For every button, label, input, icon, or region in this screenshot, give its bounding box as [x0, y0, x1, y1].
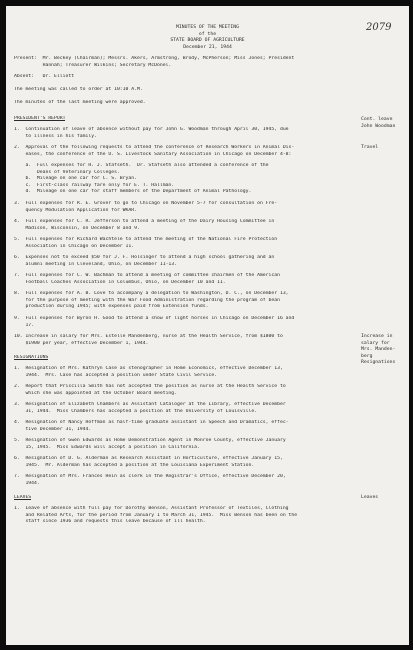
report-item-line: quency Modulation Application for WKAR. [14, 207, 137, 213]
resignations-heading: RESIGNATIONS [14, 355, 49, 360]
resignation-item-line: 1945. Mr. Alderman has accepted a position at the Louisiana Experiment Station. [14, 462, 255, 468]
resignation-item-line: tive December 31, 1944. [14, 426, 92, 432]
margin-note-increase: salary for [361, 340, 390, 346]
report-subitem-line: a. Full expenses for H. J. Stafseth. Dr. Stafseth also attended a conference of the [14, 163, 269, 168]
resignation-item-line: 31, 1944. Miss Chambers has accepted a position at the University of Louisville. [14, 408, 258, 414]
report-item-line: 17. [14, 322, 35, 328]
presidents-report-heading: PRESIDENT'S REPORT [14, 116, 66, 121]
margin-note-increase: berg [361, 353, 373, 359]
resignation-item-line: 1944. Mrs. Case has accepted a position under State Civil Service. [14, 372, 218, 378]
report-item-line: Madison, Wisconsin, on December 8 and 9. [14, 225, 140, 231]
resignation-item-line: 6. Resignation of D. G. Alderman as Research Assistant in Horticulture, effective January 15, [14, 456, 283, 461]
report-subitem-line: b. Mileage on one car for C. S. Bryan. [14, 176, 137, 182]
report-item-line: 2. Approval of the following requests to attend the conference of Research Workers in Animal Dis- [14, 145, 295, 150]
resignation-item-line: 1944. [14, 480, 40, 486]
report-subitem-line: Deans of Veterinary Colleges. [14, 169, 120, 175]
page-number: 2079 [366, 22, 392, 33]
report-item-line: 8. Full expenses for A. B. Love to accompany a delegation to Washington, D. C., on December 13, [14, 291, 289, 296]
margin-note-resignations: Resignations [361, 360, 396, 366]
leave-item-line: and Related Arts, for the period from January 1 to March 31, 1945. Miss Benson has been on the [14, 512, 298, 518]
leave-item-line: staff since 1936 and requests this leave because of ill health. [14, 519, 206, 525]
leaves-heading: LEAVES [14, 495, 32, 500]
report-item-line: 10. Increase in salary for Mrs. Estelle Mandenberg, nurse at the Health Service, from $1800 to [14, 334, 283, 339]
report-item-line: Football Coaches Association in Columbus, Ohio, on December 10 and 11. [14, 279, 226, 285]
report-item-line: for the purpose of meeting with the War Food Administration regarding the program of bean [14, 297, 280, 303]
resignation-item-line: 7. Resignation of Mrs. Frances Hein as clerk in the Registrar's Office, effective December 20, [14, 474, 286, 479]
present-line: Hannah; Treasurer Wilkins; Secretary McDonel. [14, 62, 172, 68]
report-subitem-line: c. First-class railway fare only for E. T. Hallman. [14, 182, 175, 188]
header-of-the: of the [198, 31, 217, 37]
header-board: STATE BOARD OF AGRICULTURE [170, 38, 245, 44]
leave-item-line: 1. Leave of absence with full pay for Dorothy Benson, Assistant Professor of Textiles, Clothing [14, 506, 289, 511]
margin-note-cont-leave: Cont. leave [361, 117, 393, 122]
report-item-line: 4. Full expenses for C. R. Jefferson to attend a meeting of the Dairy Housing Committee in [14, 219, 275, 224]
resignation-item-line: 15, 1945. Miss Edwards will accept a position in California. [14, 444, 200, 450]
report-item-line: production during 1945; with expenses paid from Extension funds. [14, 304, 209, 310]
margin-note-increase: Increase in [361, 334, 393, 339]
resignation-item-line: 3. Resignation of Elizabeth Chambers as Assistant Cataloger at the Library, effective December [14, 402, 286, 407]
report-item-line: 7. Full expenses for C. W. Bachman to attend a meeting of committee chairmen of the American [14, 273, 280, 278]
called-to-order-line: The meeting was called to order at 10:10 A.M. [14, 87, 143, 92]
margin-note-leaves: Leaves [361, 495, 379, 500]
minutes-approved-line: The minutes of the last meeting were approved. [14, 100, 146, 105]
margin-note-john-woodman: John Woodman [361, 123, 396, 129]
report-item-line: 3. Full expenses for R. E. Grover to go to Chicago on November 5-7 for consultation on Fre- [14, 201, 278, 206]
resignation-item-line: 5. Resignation of Gwen Edwards as Home Demonstration Agent in Monroe County, effective January [14, 438, 286, 443]
report-item-line: to illness in his family. [14, 133, 97, 139]
report-item-line: 5. Full expenses for Richard Wachtele to attend the meeting of the National Fire Protection [14, 237, 278, 242]
resignation-item-line: 2. Report that Priscilla Smith has not accepted the position as nurse at the Health Service to [14, 384, 286, 389]
margin-note-travel: Travel [361, 145, 379, 150]
report-item-line: $1900 per year, effective December 1, 1944. [14, 340, 149, 346]
report-item-line: eases, the conference of the U. S. Livestock Sanitary Association in Chicago on December 4-8: [14, 151, 292, 157]
report-item-line: alumni meeting in Cleveland, Ohio, on December 11-13. [14, 261, 178, 267]
resignation-item-line: 4. Resignation of Nancy Hoffman as half-time graduate assistant in Speech and Dramatics, effec- [14, 420, 289, 425]
absent-line: Absent: Dr. Elliott [14, 74, 75, 79]
resignation-item-line: 1. Resignation of Mrs. Kathryn Case as stenographer in Home Economics, effective December 13, [14, 366, 283, 371]
margin-note-increase: Mrs. Manden- [361, 347, 396, 353]
resignation-item-line: which she was appointed at the October Board meeting. [14, 390, 178, 396]
report-item-line: 1. Continuation of leave of absence without pay for John G. Woodman through April 30, 1945, due [14, 127, 289, 132]
report-item-line: Association in Chicago on December 11. [14, 243, 135, 249]
header-date: December 21, 1944 [183, 44, 232, 50]
document-page [6, 6, 409, 645]
present-line: Present: Mr. Beckey (Chairman); Messrs. Akers, Armstrong, Brody, McPherson; Miss Jones; President [14, 56, 295, 61]
report-item-line: 6. Expenses not to exceed $50 for J. F. Holsinger to attend a high school gathering and an [14, 255, 275, 260]
report-subitem-line: d. Mileage on one car for staff members of the Department of Animal Pathology. [14, 189, 252, 195]
header-title: MINUTES OF THE MEETING [176, 25, 239, 30]
report-item-line: 9. Full expenses for Byron H. Good to attend a show of light horses in Chicago on December 16 and [14, 316, 295, 321]
